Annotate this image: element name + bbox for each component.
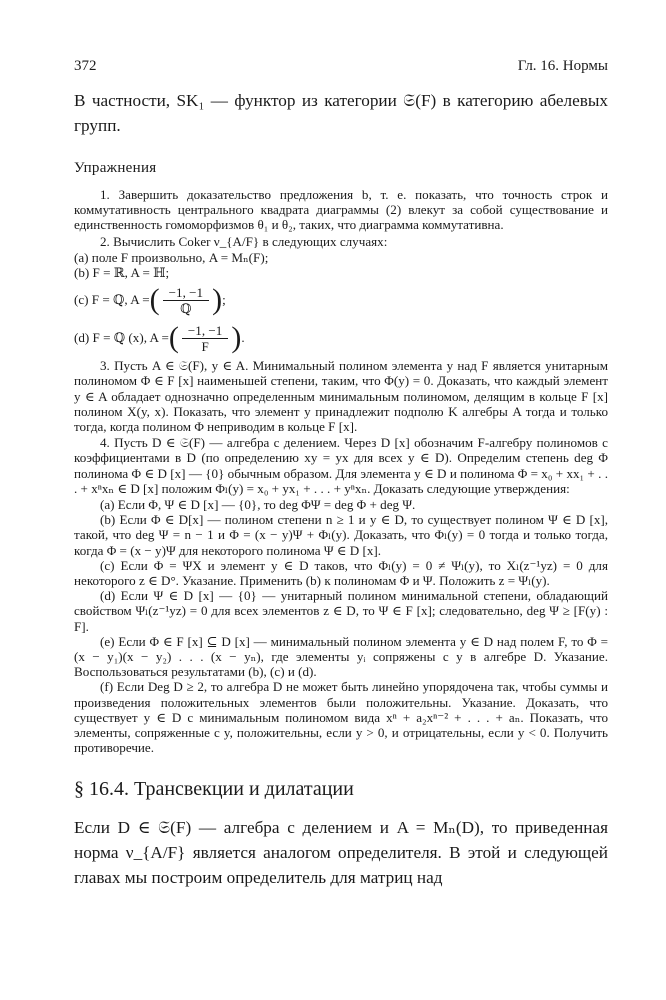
exercise-4-head: 4. Пусть D ∈ 𝔖(F) — алгебра с делением. Через D [x] обозначим F-алгебру полиномов с коэффициентами в D (по определению xy = yx для всех y ∈ D). Определим степень deg Φ полинома Φ ∈ D [x] — {0} обычным образом. Для элемента y ∈ D и полинома Φ = x₀ + xx₁ + . . . + xⁿxₙ ∈ D [x] положим Φₗ(y) = x₀ + yx₁ + . . . + yⁿxₙ. Доказать следующие утверждения: [74,435,608,496]
exercise-2-b: (b) F = ℝ, A = ℍ; [74,265,170,281]
chapter-title: Гл. 16. Нормы [517,58,608,74]
exercise-4-e: (e) Если Φ ∈ F [x] ⊆ D [x] — минимальный полином элемента y ∈ D над полем F, то Φ = (x − y₁)(x − y₂) . . . (x − yₙ), где элементы yᵢ сопряжены с y в алгебре D. Указание. Воспользоваться результатами (b), (c) и (d). [74,633,608,680]
exercise-2-c: (c) F = ℚ, A = ( $\frac{-1, -1}{\text{ℚ}}$ ) ; [74,283,226,317]
exercise-2-d: (d) F = ℚ (x), A = ( $\frac{-1, -1}{F}$ ) . [74,321,245,355]
page [74,58,608,890]
running-header [74,58,608,88]
fraction-c: $\frac{-1, -1}{\text{ℚ}}$ [163,285,209,316]
exercise-1: 1. Завершить доказательство предложения b, т. е. показать, что точность строк и коммутативность центрального квадрата диаграммы (2) влекут за собой существование и единственность гомоморфизмов θ₁ и θ₂, таких, что диаграмма коммутативна. [74,187,608,233]
exercise-4-a: (a) Если Φ, Ψ ∈ D [x] — {0}, то deg ΦΨ = deg Φ + deg Ψ. [100,497,416,513]
exercise-3: 3. Пусть A ∈ 𝔖(F), y ∈ A. Минимальный полином элемента y над F является унитарным полиномом Φ ∈ F [x] наименьшей степени, таким, что Φ(y) = 0. Доказать, что каждый элемент y ∈ A обладает однозначно определенным минимальным полиномом, делящим в кольце F [x] полином X(y, x). Показать, что элемент y принадлежит подполю K алгебры A тогда и только тогда, когда полином Φ неприводим в кольце F [x]. [74,358,608,435]
exercise-2-a: (a) поле F произвольно, A = Mₙ(F); [74,249,269,265]
exercises-heading: Упражнения [74,160,157,176]
exercise-2 [74,234,608,357]
exercise-4-d: (d) Если Ψ ∈ D [x] — {0} — унитарный полином минимальной степени, обладающий свойством Ψₗ(z⁻¹yz) = 0 для всех элементов z ∈ D, то Ψ ∈ F [x]; следовательно, deg Ψ ≥ [F(y) : F]. [74,588,608,634]
exercise-4-f: (f) Если Deg D ≥ 2, то алгебра D не может быть линейно упорядочена так, чтобы суммы и произведения положительных элементов были положительны. Указание. Доказать, что существует y ∈ D с минимальным полиномом вида xⁿ + a₂xⁿ⁻² + . . . + aₙ. Показать, что элементы, сопряженные с y, положительны, если y > 0, и отрицательны, если y < 0. Получить противоречие. [74,679,608,756]
page-number: 372 [74,58,97,74]
intro-paragraph: В частности, SK₁ — функтор из категории 𝔖(F) в категорию абелевых групп. [74,91,608,135]
section-paragraph: Если D ∈ 𝔖(F) — алгебра с делением и A = Mₙ(D), то приведенная норма ν_{A/F} является аналогом определителя. В этой и следующей главах мы построим определитель для матриц над [74,817,608,887]
fraction-d: $\frac{-1, -1}{F}$ [182,323,228,354]
exercise-4-b: (b) Если Φ ∈ D[x] — полином степени n ≥ 1 и y ∈ D, то существует полином Ψ ∈ D [x], такой, что deg Ψ = n − 1 и Φ = (x − y)Ψ + Φₗ(y). Доказать, что Φₗ(y) = 0 тогда и только тогда, когда Φ = (x − y)Ψ для некоторого полинома Ψ ∈ D [x]. [74,512,608,558]
exercise-4-c: (c) Если Φ = ΨX и элемент y ∈ D таков, что Φₗ(y) = 0 ≠ Ψₗ(y), то Xₗ(z⁻¹yz) = 0 для некоторого z ∈ D°. Указание. Применить (b) к полиномам Φ и Ψ. Положить z = Ψₗ(y). [74,557,608,589]
exercise-2-head: 2. Вычислить Coker ν_{A/F} в следующих случаях: [100,233,388,249]
section-heading: § 16.4. Трансвекции и дилатации [74,777,354,800]
exercise-4 [74,435,608,755]
